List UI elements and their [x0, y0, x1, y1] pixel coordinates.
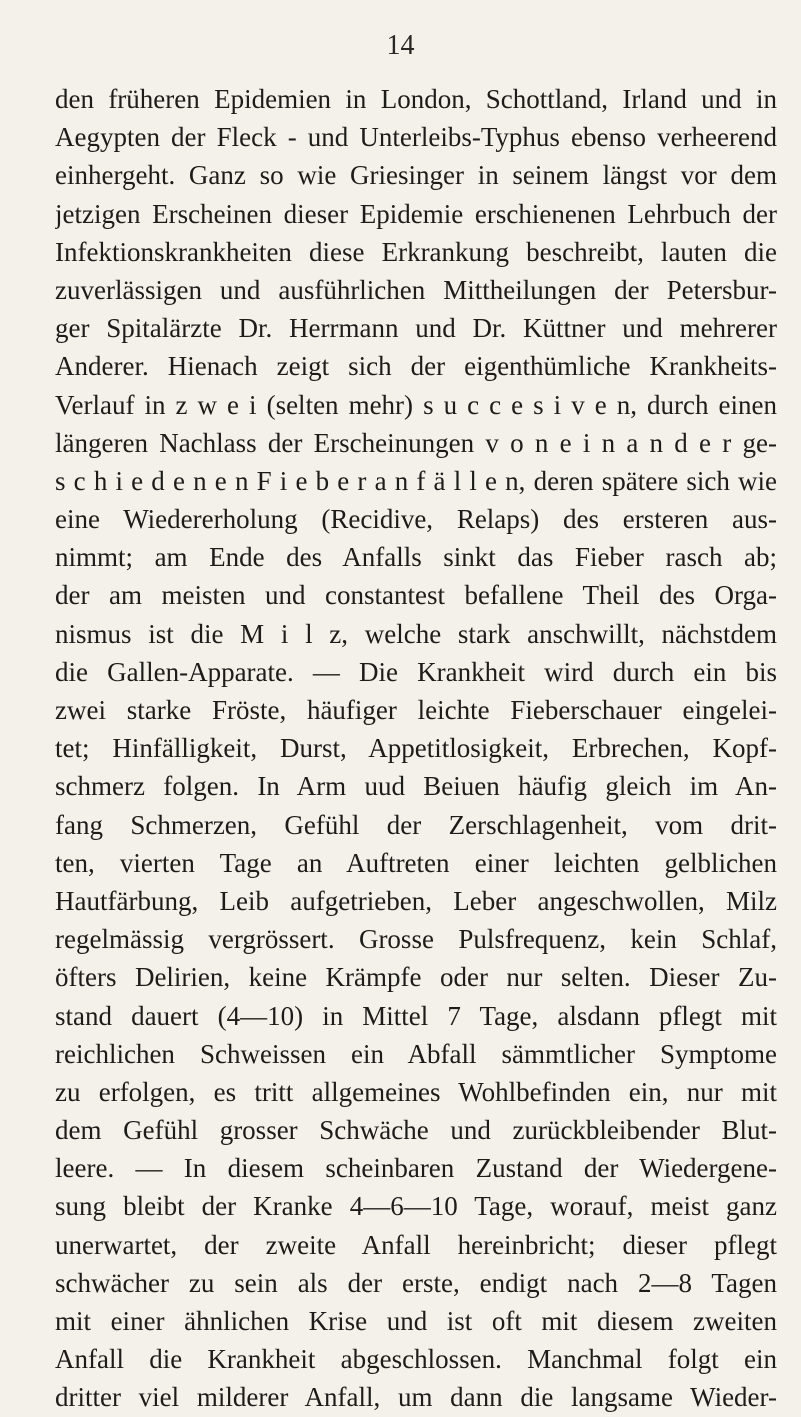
- text-line: Anfall die Krankheit abgeschlossen. Manchmal folgt ein: [55, 1344, 777, 1375]
- text-line: leere. — In diesem scheinbaren Zustand der Wiedergene-: [55, 1153, 777, 1184]
- text-line: einhergeht. Ganz so wie Griesinger in seinem längst vor dem: [55, 160, 777, 191]
- text-line: ger Spitalärzte Dr. Herrmann und Dr. Küttner und mehrerer: [55, 313, 777, 344]
- text-line: Infektionskrankheiten diese Erkrankung beschreibt, lauten die: [55, 236, 777, 267]
- text-line: öfters Delirien, keine Krämpfe oder nur selten. Dieser Zu-: [55, 962, 777, 993]
- text-line: zuverlässigen und ausführlichen Mittheilungen der Petersbur-: [55, 274, 777, 305]
- text-line: der am meisten und constantest befallene Theil des Orga-: [55, 580, 777, 611]
- text-line: zwei starke Fröste, häufiger leichte Fieberschauer eingelei-: [55, 695, 777, 725]
- text-line: längeren Nachlass der Erscheinungen v o n e i n a n d e r ge-: [55, 427, 777, 458]
- text-line: zu erfolgen, es tritt allgemeines Wohlbefinden ein, nur mit: [55, 1076, 777, 1107]
- text-line: tet; Hinfälligkeit, Durst, Appetitlosigkeit, Erbrechen, Kopf-: [55, 733, 777, 764]
- text-line: den früheren Epidemien in London, Schottland, Irland und in: [55, 84, 777, 114]
- text-line: regelmässig vergrössert. Grosse Pulsfrequenz, kein Schlaf,: [55, 924, 777, 955]
- text-line: ten, vierten Tage an Auftreten einer leichten gelblichen: [55, 847, 777, 878]
- text-line: schmerz folgen. In Arm uud Beiuen häufig gleich im An-: [55, 771, 777, 802]
- text-line: stand dauert (4—10) in Mittel 7 Tage, alsdann pflegt mit: [55, 1000, 777, 1031]
- text-line: fang Schmerzen, Gefühl der Zerschlagenheit, vom drit-: [55, 809, 777, 840]
- text-line: sung bleibt der Kranke 4—6—10 Tage, worauf, meist ganz: [55, 1191, 777, 1222]
- text-line: nimmt; am Ende des Anfalls sinkt das Fieber rasch ab;: [55, 542, 777, 573]
- text-line: schwächer zu sein als der erste, endigt nach 2—8 Tagen: [55, 1267, 777, 1298]
- text-line: dem Gefühl grosser Schwäche und zurückbleibender Blut-: [55, 1115, 777, 1146]
- text-line: Hautfärbung, Leib aufgetrieben, Leber angeschwollen, Milz: [55, 885, 777, 916]
- text-line: eine Wiedererholung (Recidive, Relaps) des ersteren aus-: [55, 504, 777, 535]
- text-line: die Gallen-Apparate. — Die Krankheit wird durch ein bis: [55, 656, 777, 687]
- text-line: nismus ist die M i l z, welche stark anschwillt, nächstdem: [55, 618, 777, 649]
- text-line: dritter viel milderer Anfall, um dann die langsame Wieder-: [55, 1382, 777, 1413]
- text-line: jetzigen Erscheinen dieser Epidemie erschienenen Lehrbuch der: [55, 198, 777, 229]
- text-line: Verlauf in z w e i (selten mehr) s u c c e s i v e n, durch einen: [55, 389, 777, 420]
- text-line: s c h i e d e n e n F i e b e r a n f ä l l e n, deren spätere sich wie: [55, 465, 777, 496]
- body-text: [55, 80, 777, 1417]
- page-number: 14: [386, 30, 415, 61]
- text-line: reichlichen Schweissen ein Abfall sämmtlicher Symptome: [55, 1038, 777, 1069]
- text-line: mit einer ähnlichen Krise und ist oft mit diesem zweiten: [55, 1306, 777, 1336]
- text-line: Aegypten der Fleck - und Unterleibs-Typhus ebenso verheerend: [55, 122, 777, 153]
- text-line: Anderer. Hienach zeigt sich der eigenthümliche Krankheits-: [55, 351, 777, 382]
- text-line: unerwartet, der zweite Anfall hereinbricht; dieser pflegt: [55, 1229, 777, 1260]
